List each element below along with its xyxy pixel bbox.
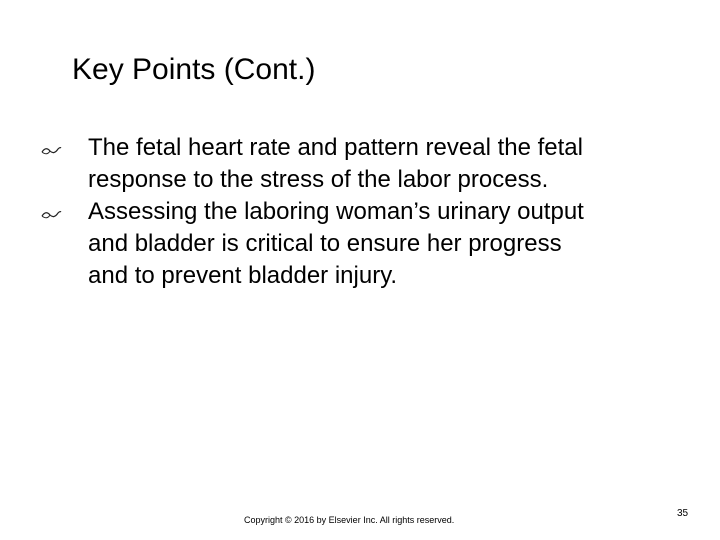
slide-title: Key Points (Cont.) — [72, 53, 316, 86]
bullet-line: Assessing the laboring woman’s urinary output — [88, 198, 584, 225]
bullet-line: The fetal heart rate and pattern reveal the fetal — [88, 134, 583, 161]
bullet-list — [40, 132, 680, 292]
bullet-line: and bladder is critical to ensure her progress — [88, 230, 562, 257]
bullet-item — [40, 132, 680, 196]
bullet-line: and to prevent bladder injury. — [88, 262, 398, 289]
copyright-footer: Copyright © 2016 by Elsevier Inc. All rights reserved. — [244, 515, 455, 525]
bullet-item — [40, 196, 680, 292]
leaf-bullet-icon — [40, 144, 62, 156]
page-number: 35 — [677, 508, 689, 519]
leaf-bullet-icon — [40, 208, 62, 220]
bullet-line: response to the stress of the labor process. — [88, 166, 549, 193]
